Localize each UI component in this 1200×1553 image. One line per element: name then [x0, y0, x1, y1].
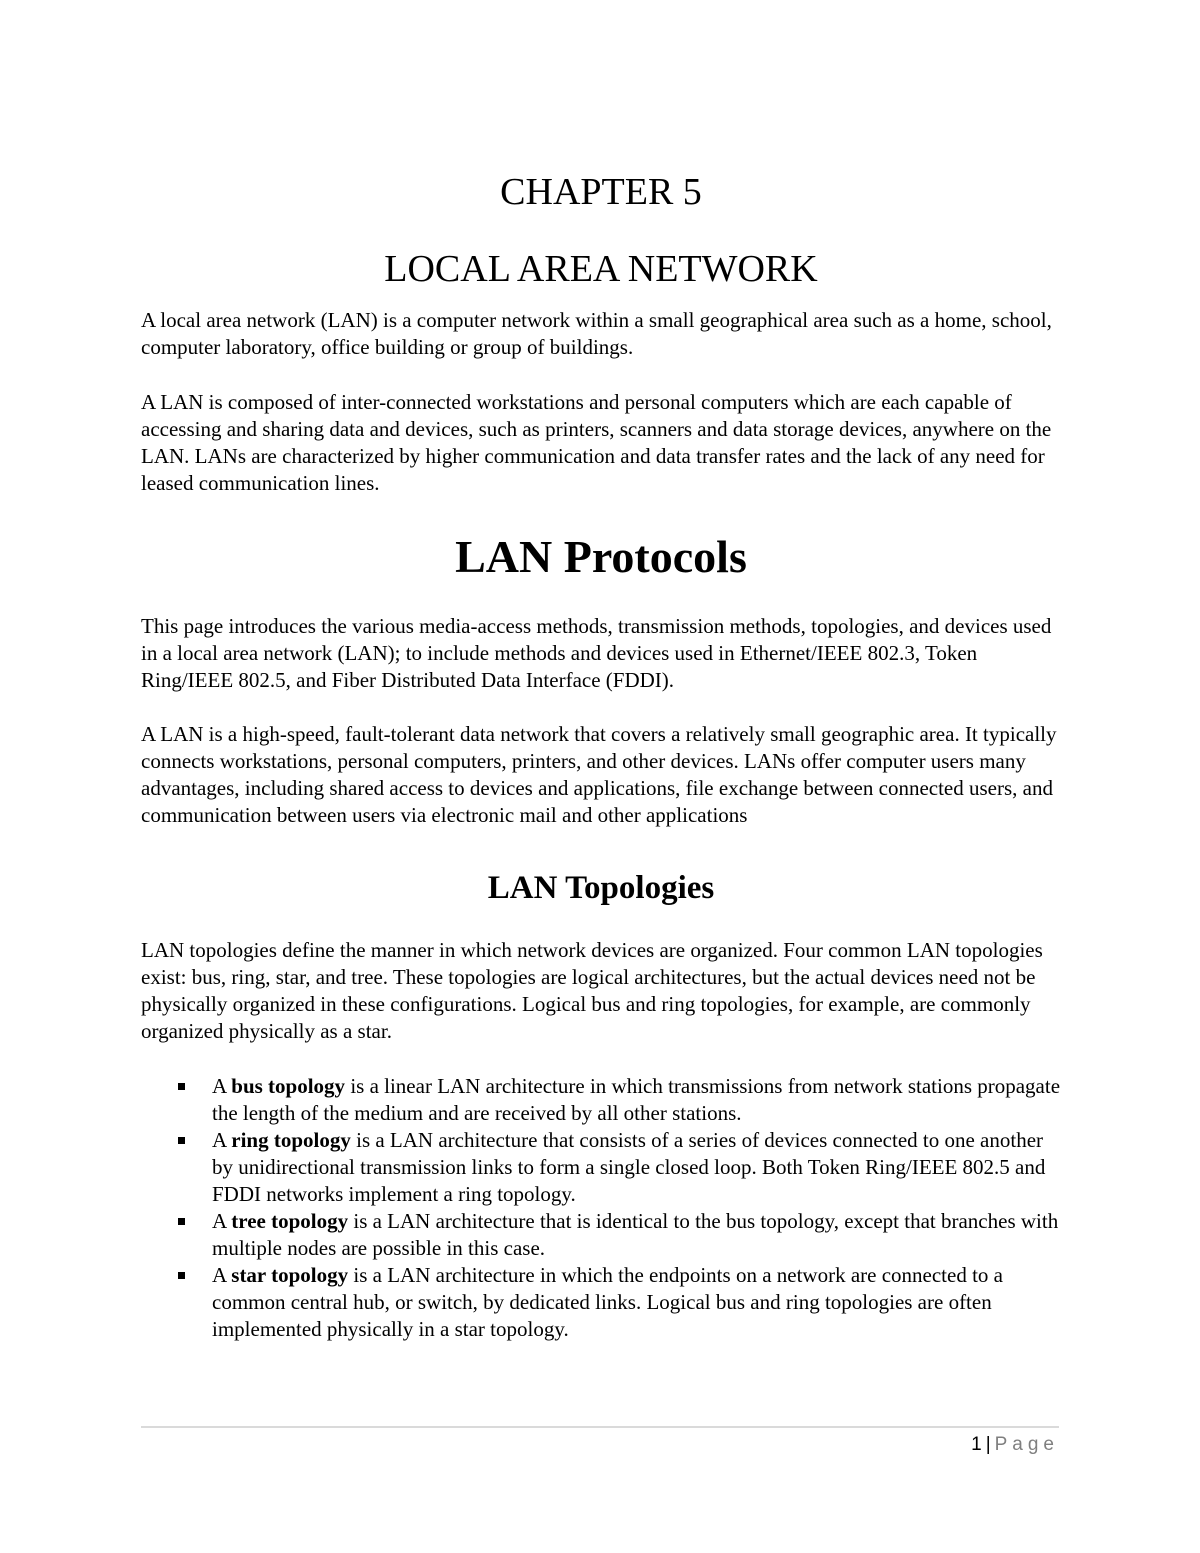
list-item-term: tree topology: [231, 1209, 349, 1233]
list-item-tree-topology: [141, 1208, 1061, 1262]
list-item-bus-topology: [141, 1073, 1061, 1127]
list-item-term: ring topology: [231, 1128, 351, 1152]
footer-divider: [141, 1426, 1059, 1428]
list-item-prefix: A: [212, 1128, 232, 1152]
list-item-term: bus topology: [231, 1074, 346, 1098]
intro-paragraph-1: A local area network (LAN) is a computer network within a small geographical area such as a home, school, computer laboratory, office building or group of buildings.: [141, 308, 1052, 359]
square-bullet-icon: [178, 1272, 185, 1279]
list-item-prefix: A: [212, 1209, 232, 1233]
list-item-text: is a LAN architecture in which the endpoints on a network are connected to a common central hub, or switch, by dedicated links. Logical bus and ring topologies are often implemented physically in a star topology.: [212, 1263, 1003, 1341]
list-item-prefix: A: [212, 1074, 232, 1098]
section-heading-lan-protocols: LAN Protocols: [455, 531, 747, 582]
page-number: 1: [971, 1434, 982, 1455]
page-footer: [971, 1433, 1059, 1457]
list-item-text: is a linear LAN architecture in which transmissions from network stations propagate the length of the medium and are received by all other stations.: [212, 1074, 1061, 1125]
chapter-title: LOCAL AREA NETWORK: [384, 248, 818, 290]
protocols-paragraph-1: This page introduces the various media-access methods, transmission methods, topologies, and devices used in a local area network (LAN); to include methods and devices used in Ethernet/IEEE 802.3, Token Ring/IEEE 802.5, and Fiber Distributed Data Interface (FDDI).: [141, 614, 1052, 692]
square-bullet-icon: [178, 1083, 185, 1090]
footer-separator: |: [985, 1434, 991, 1455]
protocols-paragraph-2: A LAN is a high-speed, fault-tolerant data network that covers a relatively small geographic area. It typically connects workstations, personal computers, printers, and other devices. LANs offer computer users many advantages, including shared access to devices and applications, file exchange between connected users, and communication between users via electronic mail and other applications: [141, 722, 1057, 827]
list-item-text: is a LAN architecture that is identical to the bus topology, except that branches with multiple nodes are possible in this case.: [212, 1209, 1059, 1260]
page-label: Page: [994, 1434, 1059, 1455]
list-item-term: star topology: [231, 1263, 349, 1287]
topology-list: [141, 1073, 1061, 1343]
chapter-number: CHAPTER 5: [500, 171, 702, 213]
topologies-paragraph: LAN topologies define the manner in which network devices are organized. Four common LAN topologies exist: bus, ring, star, and tree. These topologies are logical architectures, but the actual devices need not be physically organized in these configurations. Logical bus and ring topologies, for example, are commonly organized physically as a star.: [141, 938, 1043, 1043]
list-item-ring-topology: [141, 1127, 1061, 1208]
intro-paragraph-2: A LAN is composed of inter-connected workstations and personal computers which are each capable of accessing and sharing data and devices, such as printers, scanners and data storage devices, anywhere on the LAN. LANs are characterized by higher communication and data transfer rates and the lack of any need for leased communication lines.: [141, 390, 1052, 495]
square-bullet-icon: [178, 1218, 185, 1225]
square-bullet-icon: [178, 1137, 185, 1144]
list-item-star-topology: [141, 1262, 1061, 1343]
page-content: [141, 166, 1061, 1343]
list-item-prefix: A: [212, 1263, 232, 1287]
list-item-text: is a LAN architecture that consists of a series of devices connected to one another by unidirectional transmission links to form a single closed loop. Both Token Ring/IEEE 802.5 and FDDI networks implement a ring topology.: [212, 1128, 1046, 1206]
section-heading-lan-topologies: LAN Topologies: [487, 870, 715, 906]
